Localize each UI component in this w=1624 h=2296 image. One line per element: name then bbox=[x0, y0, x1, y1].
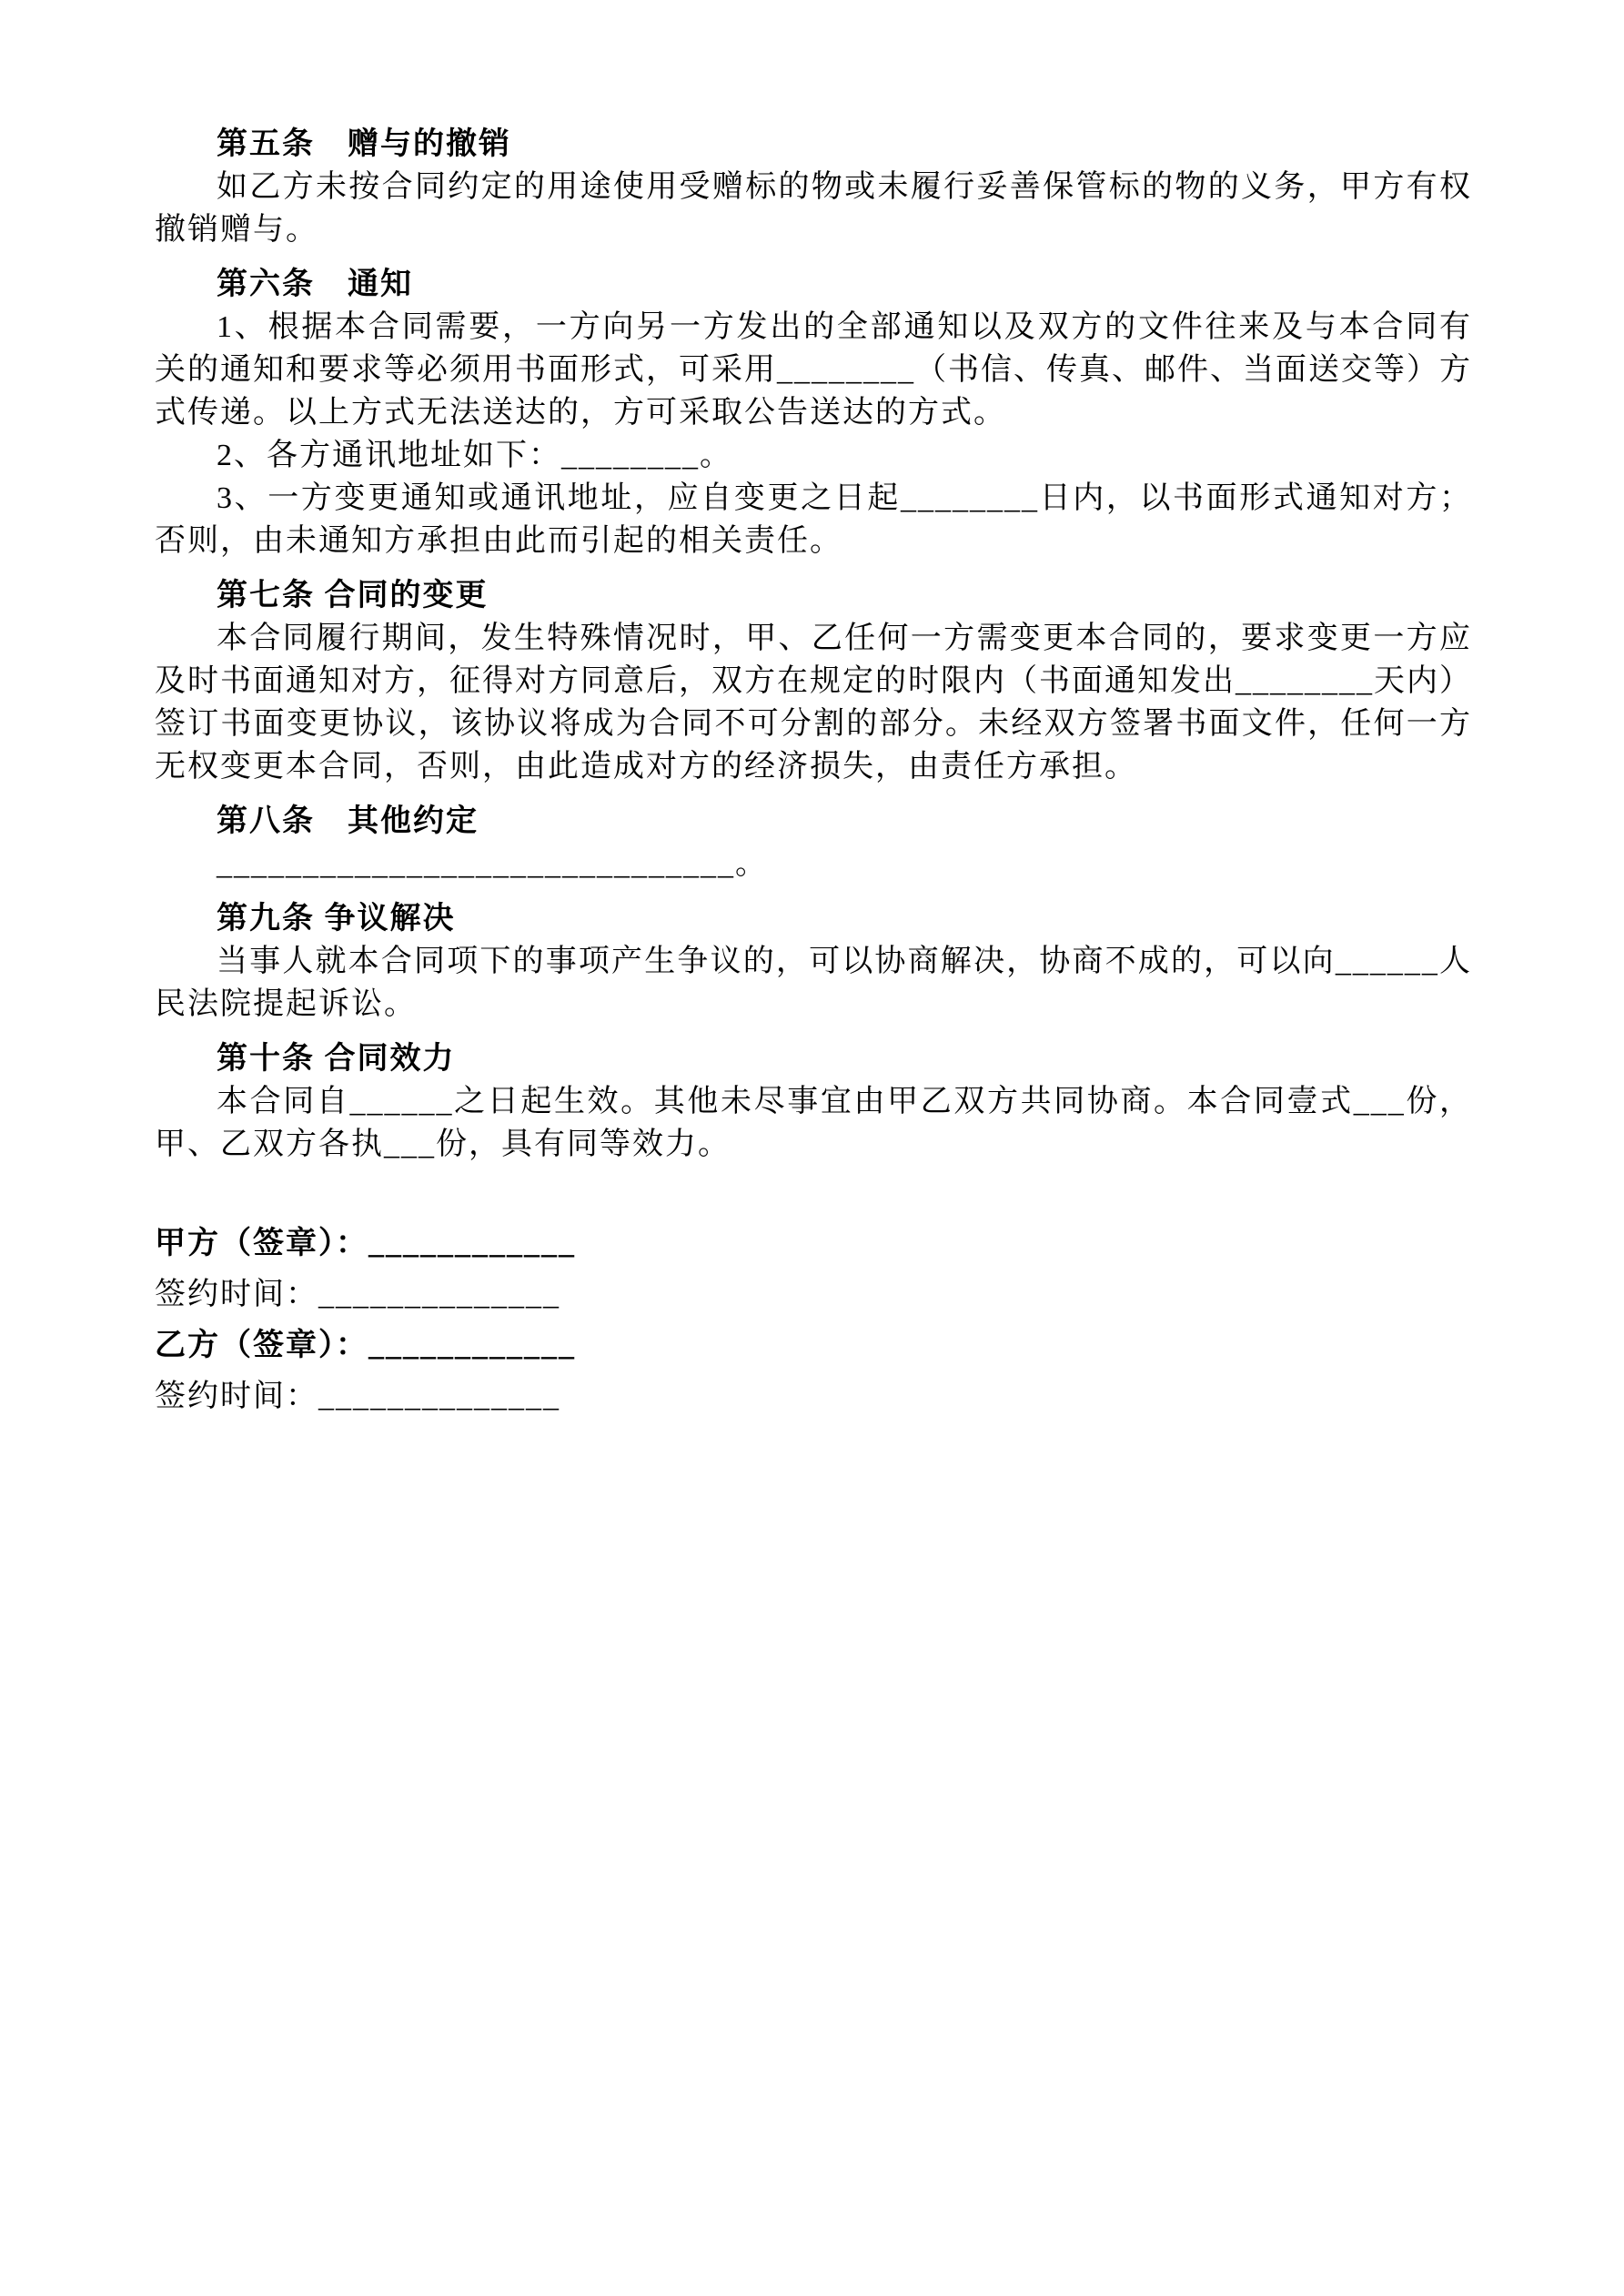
article-10-heading: 第十条 合同效力 bbox=[217, 1042, 456, 1076]
contract-body bbox=[155, 111, 1472, 1422]
party-a-signature-line: 甲方（签章）：____________ bbox=[155, 1227, 576, 1260]
article-9-body: 当事人就本合同项下的事项产生争议的，可以协商解决，协商不成的，可以向______人民法院提起诉讼。 bbox=[155, 945, 1472, 1021]
article-6-item-2: 2、各方通讯地址如下：________。 bbox=[217, 439, 732, 472]
signature-block bbox=[155, 1219, 1472, 1422]
article-6-heading: 第六条 通知 bbox=[217, 268, 413, 301]
article-5-body: 如乙方未按合同约定的用途使用受赠标的物或未履行妥善保管标的物的义务，甲方有权撤销赠与。 bbox=[155, 170, 1472, 247]
article-7-body: 本合同履行期间，发生特殊情况时，甲、乙任何一方需变更本合同的，要求变更一方应及时书面通知对方，征得对方同意后，双方在规定的时限内（书面通知发出________天内）签订书面变更协议，该协议将成为合同不可分割的部分。未经双方签署书面文件，任何一方无权变更本合同，否则，由此造成对方的经济损失，由责任方承担。 bbox=[155, 622, 1472, 784]
article-6-item-1: 1、根据本合同需要，一方向另一方发出的全部通知以及双方的文件往来及与本合同有关的通知和要求等必须用书面形式，可采用________（书信、传真、邮件、当面送交等）方式传递。以上方式无法送达的，方可采取公告送达的方式。 bbox=[155, 310, 1472, 430]
party-a-date-line: 签约时间：______________ bbox=[155, 1278, 560, 1311]
article-7-heading: 第七条 合同的变更 bbox=[217, 579, 489, 612]
article-8-heading: 第八条 其他约定 bbox=[217, 804, 479, 838]
article-10-body: 本合同自______之日起生效。其他未尽事宜由甲乙双方共同协商。本合同壹式___份，甲、乙双方各执___份，具有同等效力。 bbox=[155, 1085, 1472, 1161]
article-6-item-3: 3、一方变更通知或通讯地址，应自变更之日起________日内，以书面形式通知对方；否则，由未通知方承担由此而引起的相关责任。 bbox=[155, 481, 1472, 558]
article-5-heading: 第五条 赠与的撤销 bbox=[217, 127, 511, 161]
party-b-signature-line: 乙方（签章）：____________ bbox=[155, 1329, 576, 1362]
article-8-blank-line: ______________________________。 bbox=[217, 847, 768, 881]
article-9-heading: 第九条 争议解决 bbox=[217, 902, 456, 936]
party-b-date-line: 签约时间：______________ bbox=[155, 1380, 560, 1413]
